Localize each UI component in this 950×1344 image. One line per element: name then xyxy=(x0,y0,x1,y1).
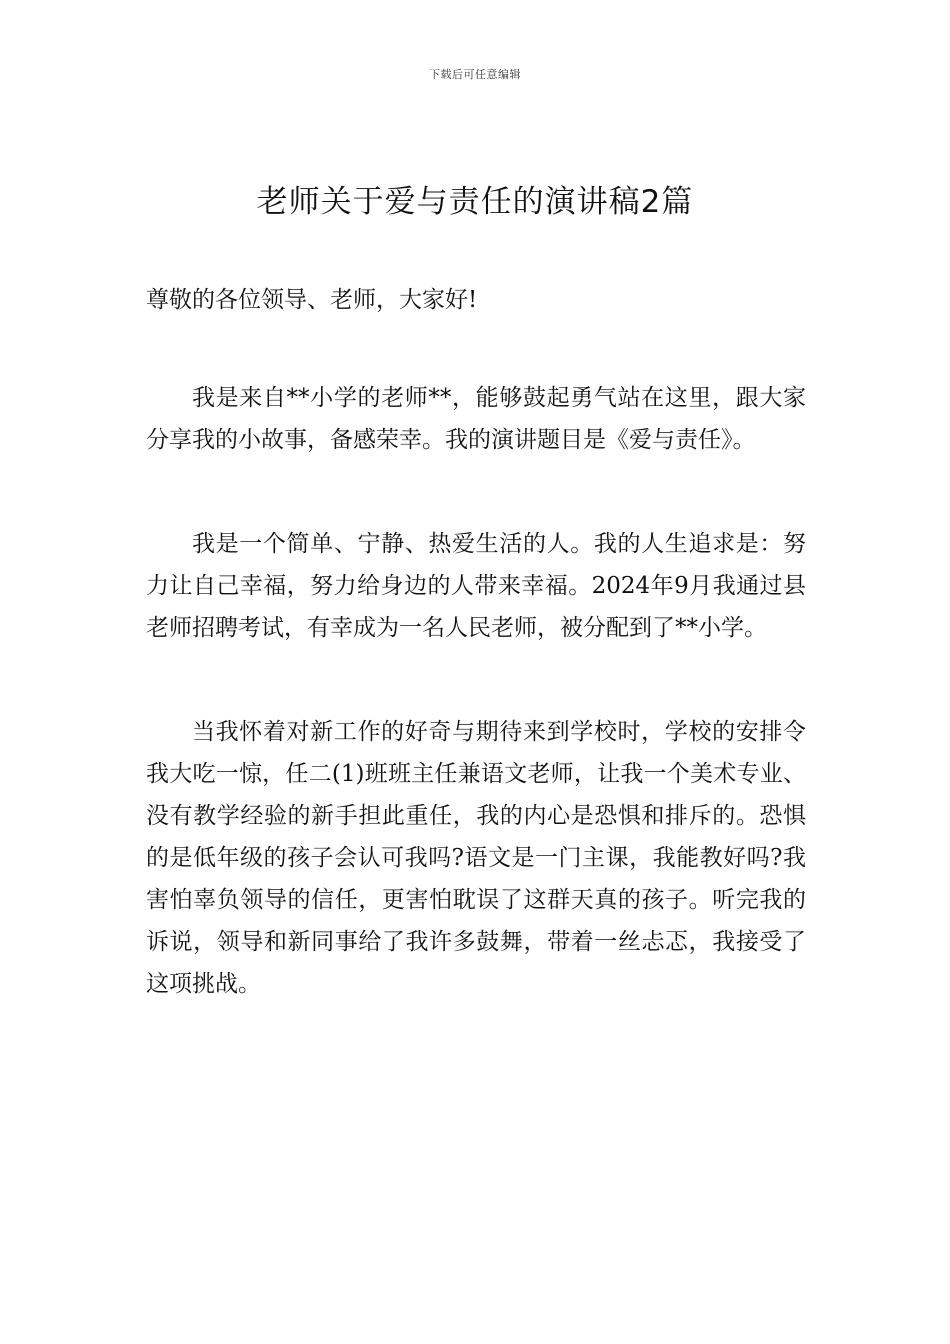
greeting-line: 尊敬的各位领导、老师，大家好! xyxy=(146,287,478,313)
document-title: 老师关于爱与责任的演讲稿2篇 xyxy=(256,184,694,220)
page-header-note: 下载后可任意编辑 xyxy=(429,68,521,81)
paragraph-background: 我是一个简单、宁静、热爱生活的人。我的人生追求是：努力让自己幸福，努力给身边的人带来幸福。2024年9月我通过县老师招聘考试，有幸成为一名人民老师，被分配到了**小学。 xyxy=(146,531,806,641)
paragraph-challenge: 当我怀着对新工作的好奇与期待来到学校时，学校的安排令我大吃一惊，任二(1)班班主任兼语文老师，让我一个美术专业、没有教学经验的新手担此重任，我的内心是恐惧和排斥的。恐惧的是低年级的孩子会认可我吗?语文是一门主课，我能教好吗?我害怕辜负领导的信任，更害怕耽误了这群天真的孩子。听完我的诉说，领导和新同事给了我许多鼓舞，带着一丝忐忑，我接受了这项挑战。 xyxy=(146,719,806,997)
document-body xyxy=(146,282,806,1067)
paragraph-intro: 我是来自**小学的老师**，能够鼓起勇气站在这里，跟大家分享我的小故事，备感荣幸。我的演讲题目是《爱与责任》。 xyxy=(146,385,806,453)
